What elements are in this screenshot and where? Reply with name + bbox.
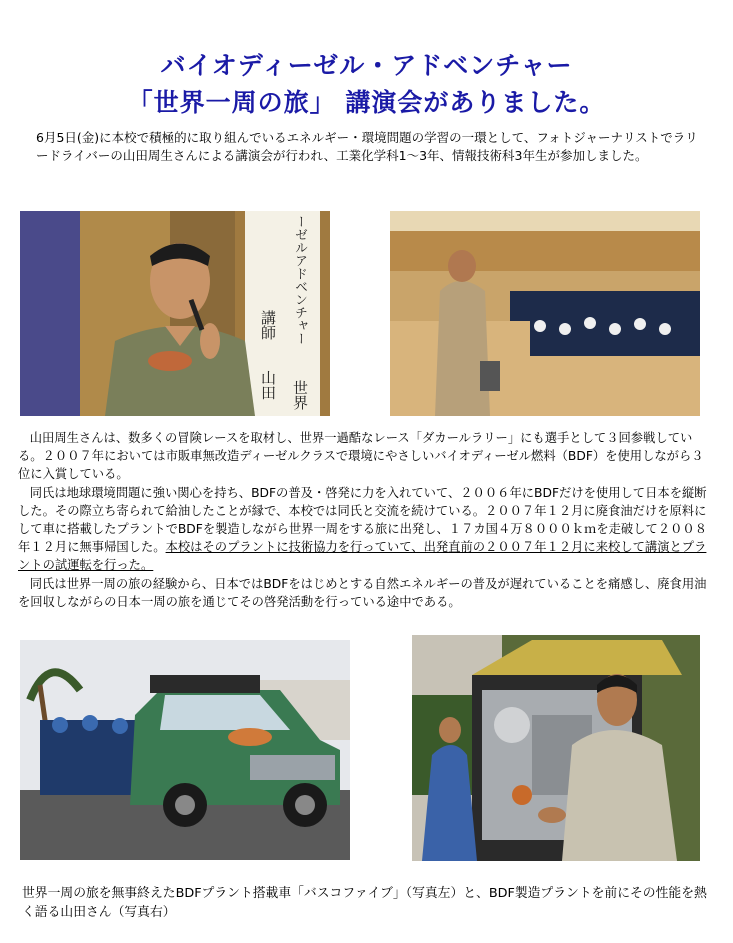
lecture-hall-image	[390, 211, 700, 416]
body-paragraph-2-underlined: 本校はそのプラントに技術協力を行っていて、出発直前の２００７年１２月に来校して講演とプラントの試運転を行った。	[18, 540, 707, 573]
photo-speaker	[20, 211, 330, 416]
photo-bdf-plant	[412, 635, 700, 861]
body-paragraph-1-text: 山田周生さんは、数多くの冒険レースを取材し、世界一過酷なレース「ダカールラリー」にも選手として３回参戦している。２００７年においては市販車無改造ディーゼルクラスで環境にやさしいバイオディーゼル燃料（BDF）を使用しながら３位に入賞している。	[18, 431, 704, 482]
page-title-line2: 「世界一周の旅」 講演会がありました。	[127, 88, 606, 117]
banner-line-world: 世界	[291, 380, 309, 410]
page-title-line1: バイオディーゼル・アドベンチャー	[160, 51, 573, 80]
photo-caption: 世界一周の旅を無事終えたBDFプラント搭載車「バスコファイブ」（写真左）と、BDF製造プラントを前にその性能を熱く語る山田さん（写真右）	[22, 886, 707, 920]
speaker-banner-text	[252, 215, 322, 415]
body-paragraph-3-text: 同氏は世界一周の旅の経験から、日本ではBDFをはじめとする自然エネルギーの普及が遅れていることを痛感し、廃食用油を回収しながらの日本一周の旅を通じてその啓発活動を行っている途中である。	[18, 576, 707, 609]
banner-line-title: ーゼルアドベンチャー	[292, 215, 307, 345]
body-paragraph-3	[18, 575, 713, 611]
bdf-vehicle-image	[20, 640, 350, 860]
photo-lecture-hall	[390, 211, 700, 416]
body-paragraph-1	[18, 429, 713, 484]
bdf-plant-image	[412, 635, 700, 861]
banner-line-role: 講師	[259, 310, 277, 340]
intro-paragraph: 6月5日(金)に本校で積極的に取り組んでいるエネルギー・環境問題の学習の一環として、フォトジャーナリストでラリードライバーの山田周生さんによる講演会が行われ、工業化学科1～3年、情報技術科3年生が参加しました。	[36, 130, 698, 163]
banner-line-name: 山田	[259, 370, 277, 400]
body-paragraph-2	[18, 484, 713, 575]
photo-bdf-vehicle	[20, 640, 350, 860]
body-text	[18, 429, 713, 611]
body-paragraph-2-text: 同氏は地球環境問題に強い関心を持ち、BDFの普及・啓発に力を入れていて、２００６年にBDFだけを使用して日本を縦断した。その際立ち寄られて給油したことが縁で、本校では同氏と交流を続けている。２００７年１２月に廃食油だけを原料にして車に搭載したプラントでBDFを製造しながら世界一周をする旅に出発し、１７カ国４万８０００ｋｍを走破して２００８年１２月に無事帰国した。	[18, 485, 708, 555]
